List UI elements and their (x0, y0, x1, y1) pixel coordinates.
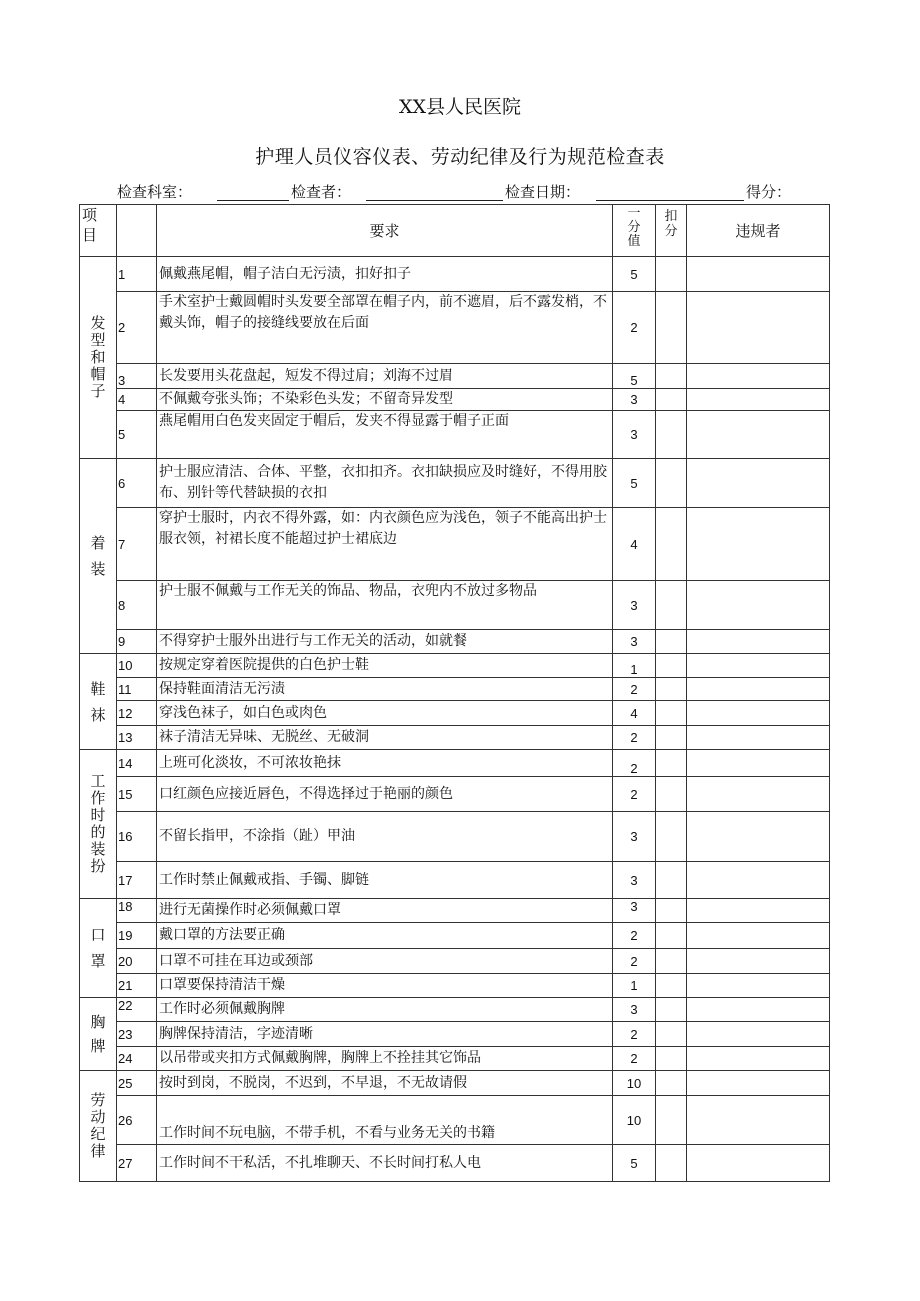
row-no: 21 (117, 974, 157, 998)
row-requirement: 工作时必须佩戴胸牌 (157, 998, 613, 1022)
row-score: 1 (613, 974, 656, 998)
table-row (80, 411, 830, 459)
row-violator-cell[interactable] (687, 899, 830, 923)
row-requirement: 燕尾帽用白色发夹固定于帽后，发夹不得显露于帽子正面 (157, 411, 613, 459)
row-deduct-cell[interactable] (656, 459, 687, 508)
table-row (80, 998, 830, 1022)
row-deduct-cell[interactable] (656, 1022, 687, 1047)
row-score: 2 (613, 750, 656, 777)
table-row (80, 974, 830, 998)
row-no: 5 (117, 411, 157, 459)
row-violator-cell[interactable] (687, 974, 830, 998)
row-requirement: 口红颜色应接近唇色，不得选择过于艳丽的颜色 (157, 777, 613, 812)
category-discipline: 劳动纪律 (80, 1071, 117, 1182)
row-no: 15 (117, 777, 157, 812)
row-violator-cell[interactable] (687, 777, 830, 812)
row-deduct-cell[interactable] (656, 974, 687, 998)
row-score: 3 (613, 581, 656, 630)
category-hair: 发型和帽子 (80, 257, 117, 459)
row-violator-cell[interactable] (687, 726, 830, 750)
inspector-label: 检查者： (291, 183, 352, 201)
row-score: 3 (613, 411, 656, 459)
row-deduct-cell[interactable] (656, 257, 687, 292)
row-no: 25 (117, 1071, 157, 1096)
category-dress: 着装 (80, 459, 117, 654)
row-score: 2 (613, 1022, 656, 1047)
row-no: 2 (117, 292, 157, 364)
row-no: 9 (117, 630, 157, 654)
row-score: 3 (613, 630, 656, 654)
row-deduct-cell[interactable] (656, 949, 687, 974)
table-row (80, 899, 830, 923)
score-label: 得分： (746, 183, 792, 201)
row-deduct-cell[interactable] (656, 1145, 687, 1182)
row-score: 2 (613, 678, 656, 701)
row-score: 3 (613, 389, 656, 411)
row-score: 2 (613, 949, 656, 974)
row-score: 3 (613, 998, 656, 1022)
table-row (80, 862, 830, 899)
row-deduct-cell[interactable] (656, 701, 687, 726)
row-no: 18 (117, 899, 157, 923)
row-score: 2 (613, 292, 656, 364)
row-score: 2 (613, 726, 656, 750)
row-score: 10 (613, 1096, 656, 1145)
row-requirement: 上班可化淡妆，不可浓妆艳抹 (157, 750, 613, 777)
row-violator-cell[interactable] (687, 459, 830, 508)
row-deduct-cell[interactable] (656, 923, 687, 949)
date-blank[interactable] (596, 200, 744, 201)
row-no: 14 (117, 750, 157, 777)
row-no: 13 (117, 726, 157, 750)
category-shoes: 鞋袜 (80, 654, 117, 750)
row-violator-cell[interactable] (687, 364, 830, 389)
row-no: 22 (117, 998, 157, 1022)
row-no: 1 (117, 257, 157, 292)
row-violator-cell[interactable] (687, 389, 830, 411)
row-no: 24 (117, 1047, 157, 1071)
hospital-name: XX县人民医院 (398, 96, 522, 118)
row-violator-cell[interactable] (687, 1096, 830, 1145)
header-violator: 违规者 (687, 205, 830, 257)
row-violator-cell[interactable] (687, 581, 830, 630)
row-requirement: 佩戴燕尾帽，帽子洁白无污渍，扣好扣子 (157, 257, 613, 292)
row-requirement: 工作时间不玩电脑，不带手机，不看与业务无关的书籍 (157, 1096, 613, 1145)
row-requirement: 进行无菌操作时必须佩戴口罩 (157, 899, 613, 923)
row-deduct-cell[interactable] (656, 899, 687, 923)
row-requirement: 以吊带或夹扣方式佩戴胸牌，胸牌上不拴挂其它饰品 (157, 1047, 613, 1071)
table-row (80, 1096, 830, 1145)
table-row (80, 726, 830, 750)
row-score: 5 (613, 459, 656, 508)
row-deduct-cell[interactable] (656, 364, 687, 389)
inspection-table (79, 204, 830, 1182)
table-row (80, 678, 830, 701)
table-row (80, 257, 830, 292)
row-requirement: 长发要用头花盘起，短发不得过肩；刘海不过眉 (157, 364, 613, 389)
table-header-row (80, 205, 830, 257)
header-item: 项目 (80, 205, 117, 257)
inspector-blank[interactable] (366, 200, 503, 201)
table-row (80, 949, 830, 974)
row-score: 4 (613, 701, 656, 726)
table-row (80, 459, 830, 508)
row-violator-cell[interactable] (687, 923, 830, 949)
row-score: 10 (613, 1071, 656, 1096)
table-row (80, 1047, 830, 1071)
row-requirement: 袜子清洁无异味、无脱丝、无破洞 (157, 726, 613, 750)
row-deduct-cell[interactable] (656, 726, 687, 750)
row-deduct-cell[interactable] (656, 292, 687, 364)
table-row (80, 630, 830, 654)
row-score: 2 (613, 1047, 656, 1071)
row-requirement: 胸牌保持清洁，字迹清晰 (157, 1022, 613, 1047)
table-row (80, 777, 830, 812)
row-requirement: 工作时间不干私活，不扎堆聊天、不长时间打私人电 (157, 1145, 613, 1182)
row-no: 6 (117, 459, 157, 508)
header-requirement: 要求 (157, 205, 613, 257)
row-score: 1 (613, 654, 656, 678)
row-violator-cell[interactable] (687, 1145, 830, 1182)
table-row (80, 364, 830, 389)
category-makeup: 工作时的装扮 (80, 750, 117, 899)
row-violator-cell[interactable] (687, 862, 830, 899)
table-row (80, 1022, 830, 1047)
row-deduct-cell[interactable] (656, 508, 687, 581)
row-no: 17 (117, 862, 157, 899)
row-score: 2 (613, 923, 656, 949)
row-score: 2 (613, 777, 656, 812)
row-requirement: 工作时禁止佩戴戒指、手镯、脚链 (157, 862, 613, 899)
row-requirement: 穿浅色袜子，如白色或肉色 (157, 701, 613, 726)
row-deduct-cell[interactable] (656, 750, 687, 777)
row-requirement: 按时到岗，不脱岗，不迟到，不早退，不无故请假 (157, 1071, 613, 1096)
row-requirement: 不佩戴夸张头饰；不染彩色头发；不留奇异发型 (157, 389, 613, 411)
row-requirement: 护士服不佩戴与工作无关的饰品、物品，衣兜内不放过多物品 (157, 581, 613, 630)
row-no: 4 (117, 389, 157, 411)
category-badge: 胸牌 (80, 998, 117, 1071)
row-deduct-cell[interactable] (656, 862, 687, 899)
row-deduct-cell[interactable] (656, 1096, 687, 1145)
row-violator-cell[interactable] (687, 1071, 830, 1096)
row-score: 5 (613, 364, 656, 389)
table-row (80, 581, 830, 630)
row-requirement: 按规定穿着医院提供的白色护士鞋 (157, 654, 613, 678)
row-violator-cell[interactable] (687, 750, 830, 777)
inspection-info-line (117, 181, 807, 203)
row-no: 20 (117, 949, 157, 974)
row-violator-cell[interactable] (687, 654, 830, 678)
row-no: 11 (117, 678, 157, 701)
row-violator-cell[interactable] (687, 1047, 830, 1071)
row-no: 7 (117, 508, 157, 581)
row-score: 5 (613, 257, 656, 292)
row-requirement: 保持鞋面清洁无污渍 (157, 678, 613, 701)
row-requirement: 口罩不可挂在耳边或颈部 (157, 949, 613, 974)
dept-label: 检查科室： (117, 183, 193, 201)
row-requirement: 不留长指甲，不涂指（趾）甲油 (157, 812, 613, 862)
table-row (80, 812, 830, 862)
row-violator-cell[interactable] (687, 630, 830, 654)
row-requirement: 戴口罩的方法要正确 (157, 923, 613, 949)
row-deduct-cell[interactable] (656, 777, 687, 812)
table-row (80, 292, 830, 364)
row-violator-cell[interactable] (687, 998, 830, 1022)
row-deduct-cell[interactable] (656, 581, 687, 630)
row-score: 5 (613, 1145, 656, 1182)
form-title: 护理人员仪容仪表、劳动纪律及行为规范检查表 (255, 146, 665, 168)
table-row (80, 654, 830, 678)
row-deduct-cell[interactable] (656, 1071, 687, 1096)
table-row (80, 508, 830, 581)
row-no: 23 (117, 1022, 157, 1047)
row-violator-cell[interactable] (687, 411, 830, 459)
row-deduct-cell[interactable] (656, 1047, 687, 1071)
category-mask: 口罩 (80, 899, 117, 998)
row-deduct-cell[interactable] (656, 812, 687, 862)
table-row (80, 1145, 830, 1182)
row-violator-cell[interactable] (687, 701, 830, 726)
header-score-value: 一分值 (613, 205, 656, 257)
row-score: 3 (613, 812, 656, 862)
row-no: 3 (117, 364, 157, 389)
row-requirement: 口罩要保持清洁干燥 (157, 974, 613, 998)
row-no: 12 (117, 701, 157, 726)
table-row (80, 750, 830, 777)
dept-blank[interactable] (217, 200, 289, 201)
row-deduct-cell[interactable] (656, 630, 687, 654)
row-violator-cell[interactable] (687, 508, 830, 581)
table-row (80, 389, 830, 411)
row-violator-cell[interactable] (687, 949, 830, 974)
row-violator-cell[interactable] (687, 292, 830, 364)
row-deduct-cell[interactable] (656, 389, 687, 411)
date-label: 检查日期： (505, 183, 581, 201)
row-requirement: 不得穿护士服外出进行与工作无关的活动，如就餐 (157, 630, 613, 654)
row-requirement: 护士服应清洁、合体、平整，衣扣扣齐。衣扣缺损应及时缝好，不得用胶布、别针等代替缺损的衣扣 (157, 459, 613, 508)
row-deduct-cell[interactable] (656, 678, 687, 701)
table-row (80, 923, 830, 949)
header-deduct: 扣分 (656, 205, 687, 257)
row-violator-cell[interactable] (687, 678, 830, 701)
row-no: 26 (117, 1096, 157, 1145)
row-requirement: 穿护士服时，内衣不得外露，如：内衣颜色应为浅色，领子不能高出护士服衣领，衬裙长度不能超过护士裙底边 (157, 508, 613, 581)
row-score: 4 (613, 508, 656, 581)
row-requirement: 手术室护士戴圆帽时头发要全部罩在帽子内，前不遮眉，后不露发梢，不戴头饰，帽子的接缝线要放在后面 (157, 292, 613, 364)
row-deduct-cell[interactable] (656, 654, 687, 678)
row-deduct-cell[interactable] (656, 998, 687, 1022)
table-row (80, 701, 830, 726)
row-no: 19 (117, 923, 157, 949)
row-no: 10 (117, 654, 157, 678)
row-score: 3 (613, 862, 656, 899)
row-no: 16 (117, 812, 157, 862)
row-no: 8 (117, 581, 157, 630)
row-deduct-cell[interactable] (656, 411, 687, 459)
table-row (80, 1071, 830, 1096)
row-no: 27 (117, 1145, 157, 1182)
row-violator-cell[interactable] (687, 812, 830, 862)
row-violator-cell[interactable] (687, 257, 830, 292)
row-violator-cell[interactable] (687, 1022, 830, 1047)
row-score: 3 (613, 899, 656, 923)
header-no (117, 205, 157, 257)
